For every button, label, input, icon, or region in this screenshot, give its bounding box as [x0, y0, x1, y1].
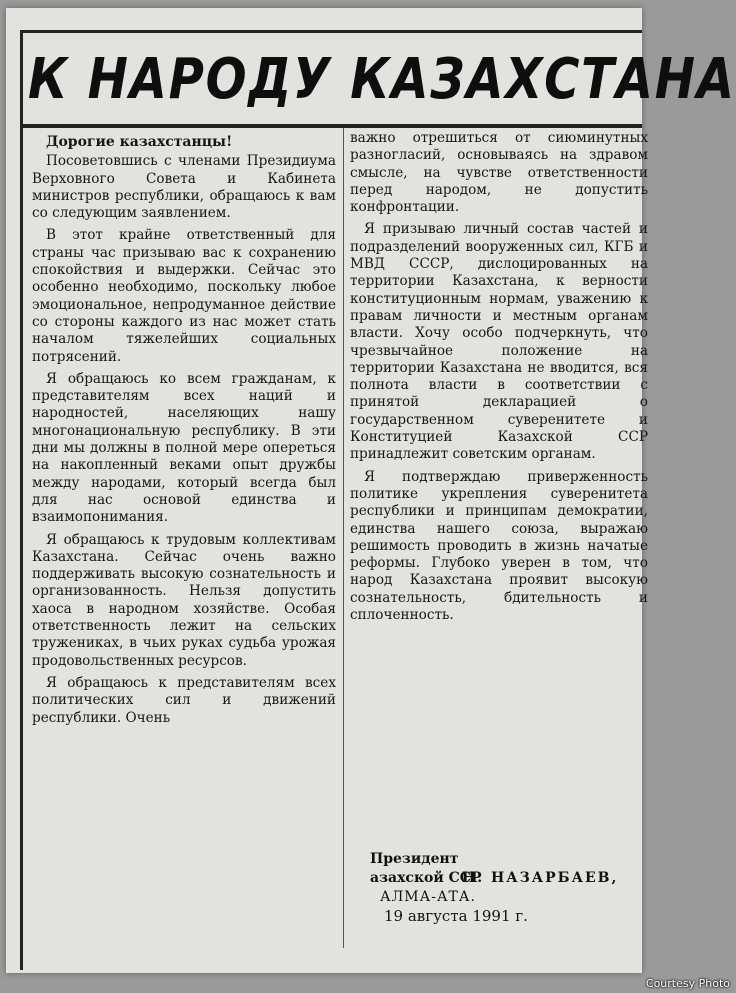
signature-date: 19 августа 1991 г.: [384, 907, 528, 925]
left-border-rule: [20, 30, 23, 970]
photo-credit: Courtesy Photo: [645, 977, 730, 990]
paragraph: Посоветовшись с членами Президиума Верховного Совета и Кабинета министров республики, обращаюсь к вам со следующим заявлением.: [32, 153, 336, 222]
salutation: Дорогие казахстанцы!: [46, 134, 233, 150]
signature-block: [370, 850, 650, 926]
left-column: [32, 134, 336, 732]
paragraph: Я обращаюсь ко всем гражданам, к представителям всех наций и народностей, населяющих нашу многонациональную республику. В эти дни мы должны в полной мере опереться на накопленный веками опыт дружбы между народами, который всегда был для нас основой единства и взаимопонимания.: [32, 370, 336, 526]
paragraph: Я обращаюсь к трудовым коллективам Казахстана. Сейчас очень важно поддерживать высокую сознательность и организованность. Нельзя допустить хаоса в народном хозяйстве. Особая ответственность лежит на сельских тружениках, в чьих руках судьба урожая продовольственных ресурсов.: [32, 531, 336, 669]
column-divider: [343, 128, 344, 948]
top-border-rule: [20, 30, 642, 33]
paragraph: В этот крайне ответственный для страны час призываю вас к сохранению спокойствия и выдержки. Сейчас это особенно необходимо, поскольку любое эмоциональное, непродуманное действие со стороны каждого из нас может стать началом тяжелейших социальных потрясений.: [32, 227, 336, 365]
paragraph: важно отрешиться от сиюминутных разногласий, основываясь на здравом смысле, на чувстве ответственности перед народом, не допустить конфронтации.: [350, 130, 648, 216]
paragraph: Я обращаюсь к представителям всех политических сил и движений республики. Очень: [32, 674, 336, 726]
newspaper-clipping: [6, 8, 736, 973]
headline-underline-rule: [20, 124, 642, 128]
signature-subtitle: азахской ССР: [370, 870, 482, 886]
signature-place: АЛМА-АТА.: [380, 889, 476, 905]
paragraph: Я призываю личный состав частей и подразделений вооруженных сил, КГБ и МВД СССР, дислоцированных на территории Казахстана, к верности конституционным нормам, уважению к правам личности и местным органам власти. Хочу особо подчеркнуть, что чрезвычайное положение на территории Казахстана не вводится, вся полнота власти в соответствии с принятой декларацией о государственном суверенитете и Конституцией Казахской ССР принадлежит советским органам.: [350, 221, 648, 463]
headline: К НАРОДУ КАЗАХСТАНА: [28, 47, 736, 112]
signature-title: Президент: [370, 851, 459, 867]
right-column: [350, 130, 648, 629]
signature-name: Н. НАЗАРБАЕВ,: [462, 870, 619, 886]
paragraph: Я подтверждаю приверженность политике укрепления суверенитета республики и принципам демократии, единства нашего союза, выражаю решимость проводить в жизнь начатые реформы. Глубоко уверен в том, что народ Казахстана проявит высокую сознательность, бдительность и сплоченность.: [350, 468, 648, 624]
